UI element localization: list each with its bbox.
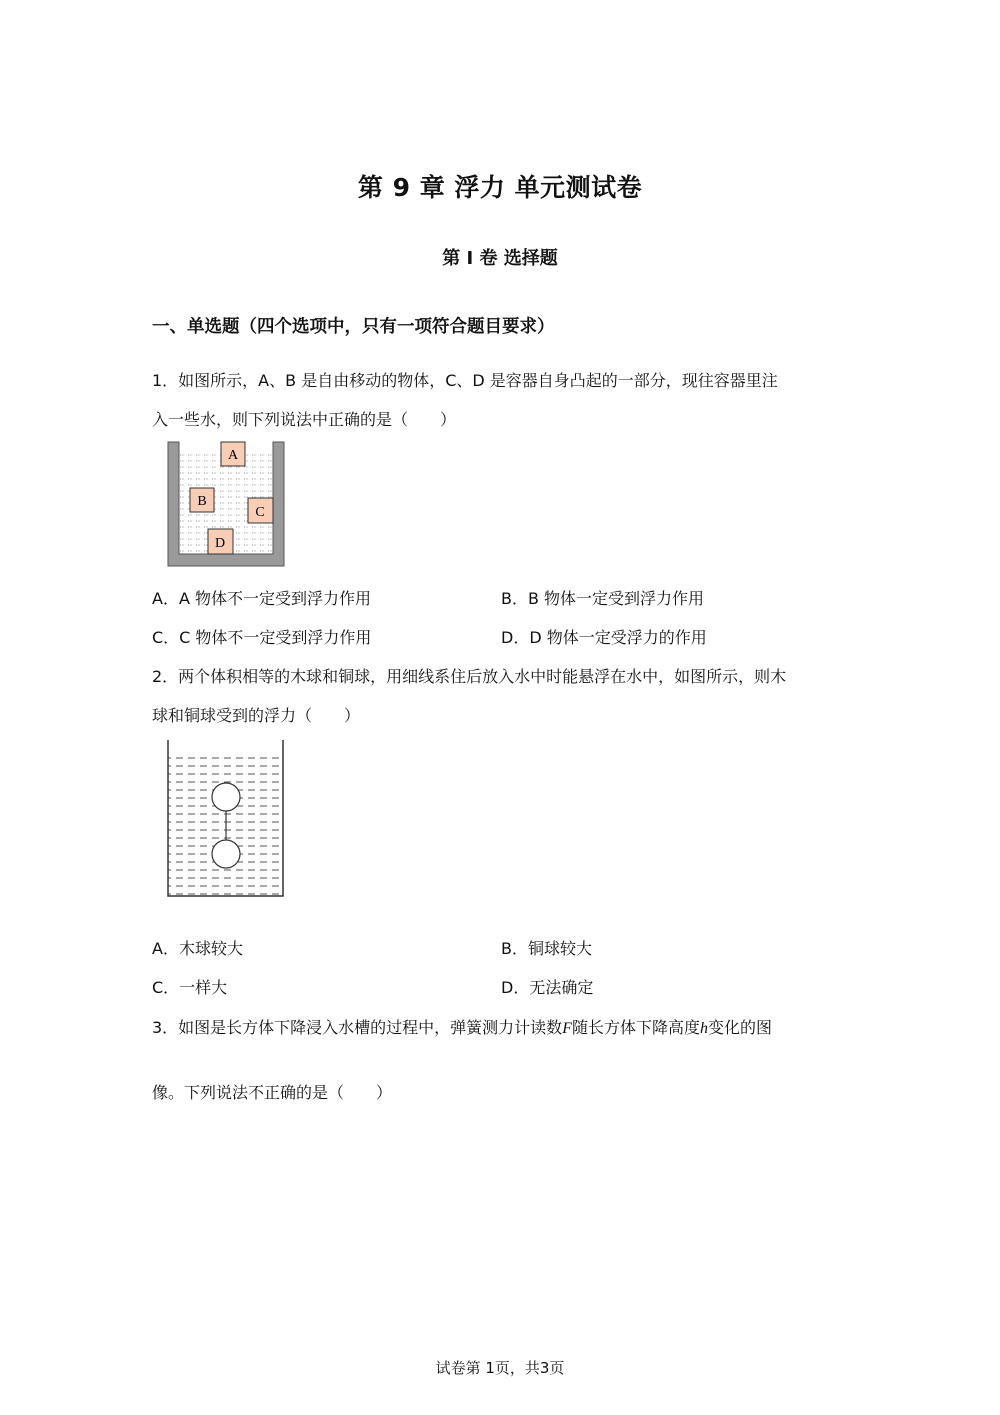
q1-container-figure — [163, 440, 293, 572]
q1-option-b[interactable]: B．B 物体一定受到浮力作用 — [501, 589, 705, 608]
q1-option-c[interactable]: C．C 物体不一定受到浮力作用 — [152, 628, 372, 647]
q1-line-2: 入一些水，则下列说法中正确的是（ ） — [152, 410, 457, 429]
section-title: 一、单选题（四个选项中，只有一项符合题目要求） — [152, 317, 555, 337]
q2-option-c[interactable]: C．一样大 — [152, 978, 228, 997]
q2-line-2: 球和铜球受到的浮力（ ） — [152, 706, 361, 725]
block-d — [208, 529, 233, 554]
svg-text:B: B — [197, 494, 207, 509]
block-c — [248, 498, 273, 523]
svg-text:D: D — [214, 536, 226, 551]
wooden-ball — [212, 783, 240, 811]
volume-title: 第 I 卷 选择题 — [442, 248, 558, 269]
q1-line-1: 1．如图所示，A、B 是自由移动的物体，C、D 是容器自身凸起的一部分，现往容器里注 — [152, 371, 778, 390]
q1-option-d[interactable]: D．D 物体一定受浮力的作用 — [501, 628, 707, 647]
q1-option-a[interactable]: A．A 物体不一定受到浮力作用 — [152, 589, 371, 608]
variable-h: h — [699, 1020, 708, 1037]
q3-line-2: 像。下列说法不正确的是（ ） — [152, 1083, 393, 1102]
svg-text:C: C — [255, 505, 265, 520]
block-b — [190, 488, 214, 512]
q2-option-d[interactable]: D．无法确定 — [501, 978, 594, 997]
copper-ball — [212, 840, 240, 868]
page-footer: 试卷第 1页，共3页 — [435, 1359, 565, 1377]
page-title: 第 9 章 浮力 单元测试卷 — [357, 173, 643, 202]
q3-text-b: 随长方体下降高度 — [571, 1018, 700, 1037]
svg-text:A: A — [227, 448, 239, 463]
variable-f: F — [562, 1020, 572, 1037]
q3-text-c: 变化的图 — [707, 1018, 772, 1037]
q2-option-b[interactable]: B．铜球较大 — [501, 939, 592, 958]
q3-line-1 — [152, 1015, 772, 1038]
q2-option-a[interactable]: A．木球较大 — [152, 939, 243, 958]
q2-tank-figure — [163, 738, 288, 900]
block-a — [221, 442, 245, 466]
q2-line-1: 2．两个体积相等的木球和铜球，用细线系住后放入水中时能悬浮在水中，如图所示，则木 — [152, 667, 787, 686]
q3-text-a: 3．如图是长方体下降浸入水槽的过程中，弹簧测力计读数 — [152, 1018, 563, 1037]
